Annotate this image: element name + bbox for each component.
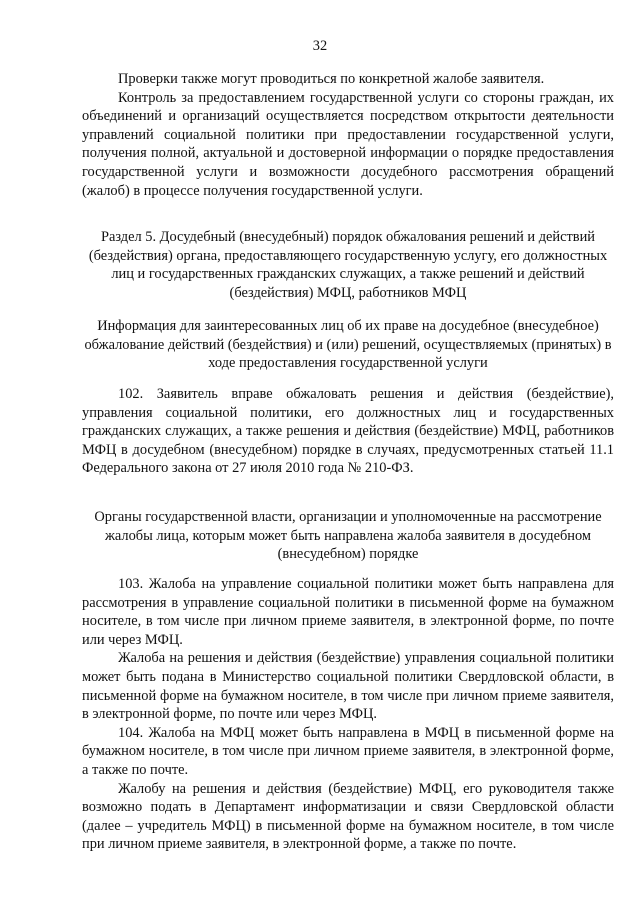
clause-103-ministry: Жалоба на решения и действия (бездействие) управления социальной политики может быть подана в Министерство социальной политики Свердловской области, в письменной форме на бумажном носителе, в том числе при личном приеме заявителя, в электронной форме, по почте или через МФЦ. xyxy=(82,650,614,723)
organs-heading: Органы государственной власти, организации и уполномоченные на рассмотрение жалобы лица, которым может быть направлена жалоба заявителя в досудебном (внесудебном) порядке xyxy=(94,509,602,563)
section-5-heading: Раздел 5. Досудебный (внесудебный) порядок обжалования решений и действий (бездействия) органа, предоставляющего государственную услугу, его должностных лиц и государственных гражданских служащих, а также решений и действий (бездействия) МФЦ, работников МФЦ xyxy=(88,229,608,301)
organs-heading-block xyxy=(82,508,614,564)
clause-104: 104. Жалоба на МФЦ может быть направлена в МФЦ в письменной форме на бумажном носителе, в том числе при личном приеме заявителя, в электронной форме, а также по почте. xyxy=(82,724,614,778)
page-number: 32 xyxy=(312,38,328,54)
subheading-block xyxy=(82,317,614,373)
section-5-heading-block xyxy=(82,228,614,302)
clause-102: 102. Заявитель вправе обжаловать решения и действия (бездействие), управления социальной политики, его должностных лиц и государственных гражданских служащих, а также решения и действия (бездействие) МФЦ, работников МФЦ в досудебном (внесудебном) порядке в случаях, предусмотренных статьей 11.1 Федерального закона от 27 июля 2010 года № 210-ФЗ. xyxy=(82,386,614,477)
clauses-103-104-block xyxy=(82,575,614,854)
intro-block xyxy=(82,70,614,200)
clause-102-block xyxy=(82,385,614,478)
clause-103: 103. Жалоба на управление социальной политики может быть направлена для рассмотрения в управление социальной политики в письменной форме на бумажном носителе, в том числе при личном приеме заявителя, в электронной форме, по почте или через МФЦ. xyxy=(82,576,614,648)
clause-104-founder: Жалобу на решения и действия (бездействие) МФЦ, его руководителя также возможно подать в Департамент информатизации и связи Свердловской области (далее – учредитель МФЦ) в письменной форме на бумажном носителе, в том числе при личном приеме заявителя, в электронной форме, а также по почте. xyxy=(82,780,614,853)
paragraph-control: Контроль за предоставлением государственной услуги со стороны граждан, их объединений и организаций осуществляется посредством открытости деятельности управлений социальной политики при предоставлении государственной услуги, получения полной, актуальной и достоверной информации о порядке предоставления государственной услуги и возможности досудебного рассмотрения обращений (жалоб) в процессе получения государственной услуги. xyxy=(82,89,614,199)
paragraph-inspections: Проверки также могут проводиться по конкретной жалобе заявителя. xyxy=(118,71,545,87)
information-subheading: Информация для заинтересованных лиц об их праве на досудебное (внесудебное) обжалование действий (бездействия) и (или) решений, осуществляемых (принятых) в ходе предоставления государственной услуги xyxy=(84,318,612,372)
